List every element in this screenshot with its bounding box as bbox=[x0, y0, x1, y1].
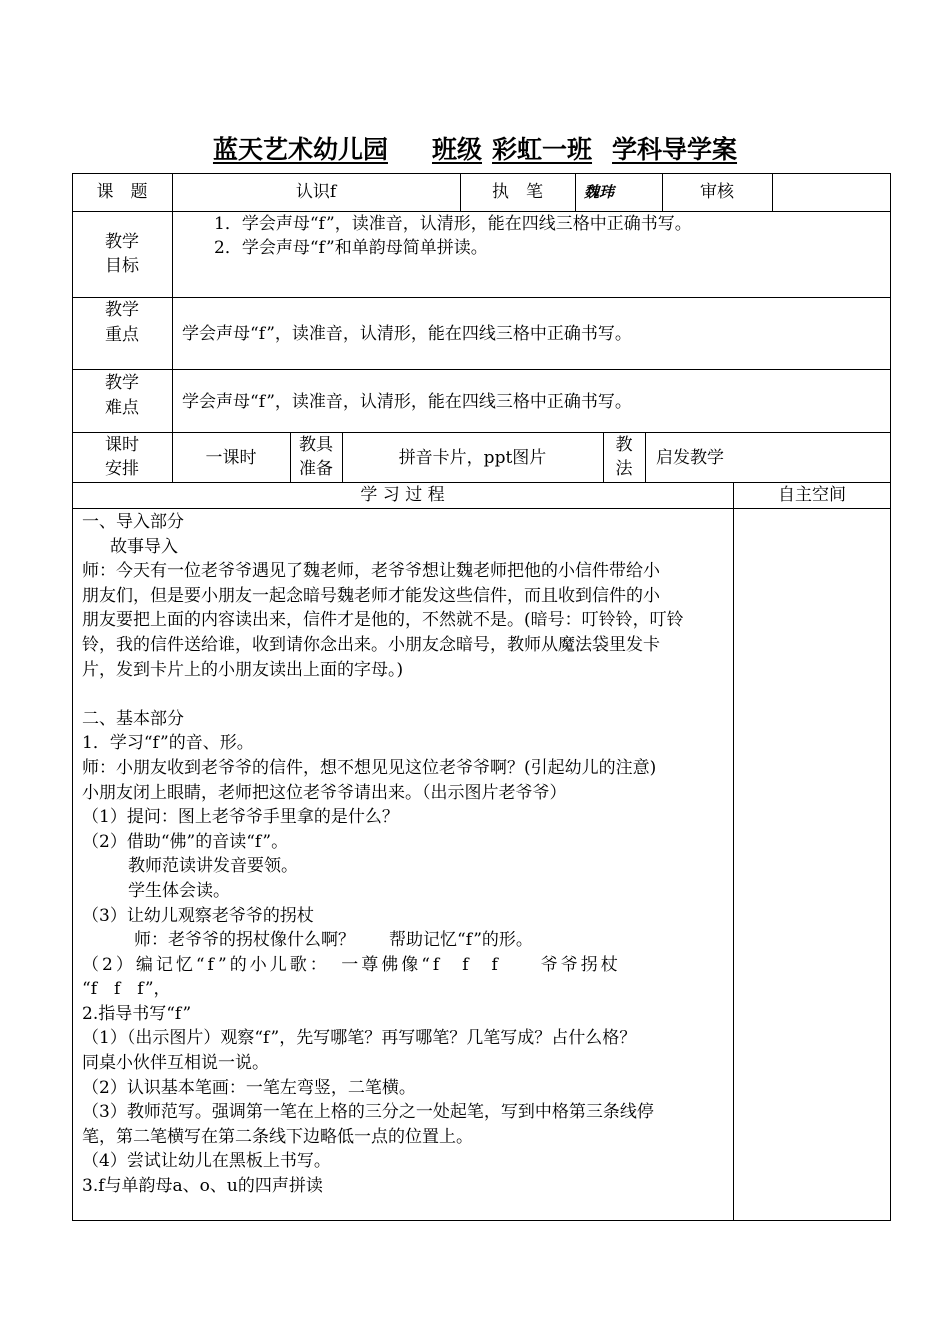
school-name: 蓝天艺术幼儿园 bbox=[212, 135, 388, 164]
process-line: （3）教师范写。强调第一笔在上格的三分之一处起笔，写到中格第三条线停 bbox=[82, 1102, 654, 1123]
process-header: 学 习 过 程 bbox=[360, 485, 445, 505]
section-heading: 二、基本部分 bbox=[82, 708, 184, 729]
class-name: 彩虹一班 bbox=[492, 135, 593, 164]
process-line: （2）编记忆“f”的小儿歌： 一尊佛像“f f f 爷爷拐杖 bbox=[82, 954, 621, 975]
process-line: 铃，我的信件送给谁，收到请你念出来。小朋友念暗号，教师从魔法袋里发卡 bbox=[82, 634, 660, 655]
topic-value: 认识f bbox=[295, 182, 337, 202]
goals-label-line2: 目标 bbox=[105, 256, 139, 276]
author-label: 执 笔 bbox=[492, 182, 543, 202]
process-line: （2）借助“佛”的音读“f”。 bbox=[82, 831, 289, 852]
process-line: （1）提问：图上老爷爷手里拿的是什么？ bbox=[82, 807, 399, 828]
process-line: 片，发到卡片上的小朋友读出上面的字母。) bbox=[82, 659, 404, 680]
blank-line bbox=[82, 682, 727, 707]
process-line: 笔，第二笔横写在第二条线下边略低一点的位置上。 bbox=[82, 1126, 473, 1147]
process-line: 故事导入 bbox=[110, 536, 178, 557]
goals-label-line1: 教学 bbox=[105, 232, 139, 252]
process-line: 朋友们，但是要小朋友一起念暗号魏老师才能发这些信件，而且收到信件的小 bbox=[82, 585, 660, 606]
process-line: （4）尝试让幼儿在黑板上书写。 bbox=[82, 1151, 331, 1172]
process-content bbox=[82, 510, 727, 1199]
method-value: 启发教学 bbox=[656, 448, 724, 468]
hours-value: 一课时 bbox=[205, 448, 257, 468]
materials-label-line2: 准备 bbox=[299, 459, 333, 479]
process-line: （3）让幼儿观察老爷爷的拐杖 bbox=[82, 905, 314, 926]
review-label: 审核 bbox=[700, 182, 734, 202]
method-label-line2: 法 bbox=[615, 459, 633, 479]
hours-label-line1: 课时 bbox=[105, 435, 139, 455]
section-heading: 一、导入部分 bbox=[82, 512, 184, 532]
process-line: 师：老爷爷的拐杖像什么啊？ 帮助记忆“f”的形。 bbox=[134, 930, 533, 951]
process-line: 学生体会读。 bbox=[128, 880, 230, 901]
materials-label-line1: 教具 bbox=[299, 435, 333, 455]
process-line: （1）（出示图片）观察“f”，先写哪笔？再写哪笔？几笔写成？占什么格？ bbox=[82, 1028, 637, 1049]
process-line: 同桌小伙伴互相说一说。 bbox=[82, 1053, 269, 1074]
goal-item: 1．学会声母“f”，读准音，认清形，能在四线三格中正确书写。 bbox=[214, 214, 692, 234]
process-line: （2）认识基本笔画：一笔左弯竖，二笔横。 bbox=[82, 1077, 416, 1098]
process-line: 小朋友闭上眼睛，老师把这位老爷爷请出来。（出示图片老爷爷） bbox=[82, 782, 567, 803]
author-signature: 魏玮 bbox=[584, 183, 615, 201]
process-line: 朋友要把上面的内容读出来，信件才是他的，不然就不是。(暗号：叮铃铃，叮铃 bbox=[82, 610, 684, 631]
difficulties-text: 学会声母“f”，读准音，认清形，能在四线三格中正确书写。 bbox=[182, 392, 632, 412]
page-title bbox=[0, 130, 950, 166]
difficulties-label-line1: 教学 bbox=[105, 373, 139, 393]
process-line: 师：小朋友收到老爷爷的信件，想不想见见这位老爷爷啊？(引起幼儿的注意) bbox=[82, 757, 657, 778]
doc-type: 学科导学案 bbox=[612, 135, 738, 164]
process-line: 3.f与单韵母a、o、u的四声拼读 bbox=[82, 1176, 323, 1197]
process-line: 教师范读讲发音要领。 bbox=[128, 856, 298, 877]
key-points-text: 学会声母“f”，读准音，认清形，能在四线三格中正确书写。 bbox=[182, 324, 632, 344]
goal-item: 2．学会声母“f”和单韵母简单拼读。 bbox=[214, 238, 488, 258]
method-label-line1: 教 bbox=[615, 435, 633, 455]
class-label: 班级 bbox=[431, 135, 482, 164]
hours-label-line2: 安排 bbox=[105, 459, 139, 479]
key-points-label-line1: 教学 bbox=[105, 300, 139, 320]
process-line: “f f f”， bbox=[82, 979, 171, 1000]
difficulties-label-line2: 难点 bbox=[105, 398, 139, 418]
self-space-header: 自主空间 bbox=[778, 485, 846, 505]
process-line: 1．学习“f”的音、形。 bbox=[82, 733, 254, 754]
topic-label: 课 题 bbox=[96, 182, 148, 202]
key-points-label-line2: 重点 bbox=[105, 325, 139, 345]
materials-value: 拼音卡片，ppt图片 bbox=[398, 448, 547, 468]
process-line: 师：今天有一位老爷爷遇见了魏老师，老爷爷想让魏老师把他的小信件带给小 bbox=[82, 561, 660, 582]
process-line: 2.指导书写“f” bbox=[82, 1003, 192, 1024]
